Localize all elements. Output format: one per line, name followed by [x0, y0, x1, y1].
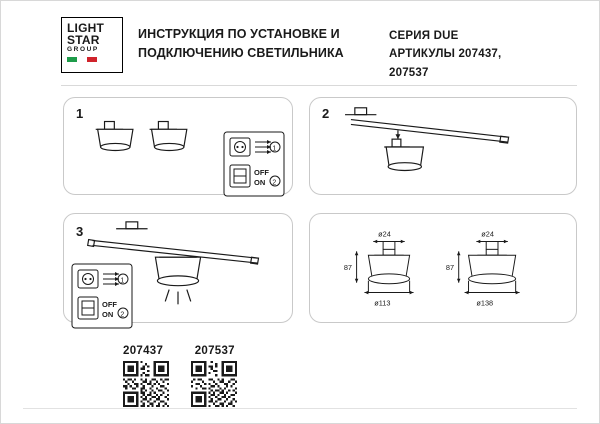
series-name: СЕРИЯ DUE	[389, 30, 459, 42]
header-divider	[61, 85, 577, 86]
step-1-switch-legend	[223, 131, 285, 197]
page-title-line-1: ИНСТРУКЦИЯ ПО УСТАНОВКЕ И	[138, 27, 340, 41]
qr-code-207437	[123, 361, 169, 407]
italian-flag-icon	[67, 57, 97, 62]
legend-socket-index: 1	[272, 145, 277, 153]
dimensions-drawing	[310, 214, 576, 322]
series-info	[389, 27, 579, 82]
article-code-1: 207437	[123, 345, 164, 357]
footer-divider	[23, 408, 577, 409]
logo-line-3: GROUP	[67, 46, 99, 54]
step-2-panel	[309, 97, 577, 195]
legend-on-label: ON	[102, 310, 114, 319]
right-top-diameter-label: ø24	[481, 229, 494, 239]
step-3-switch-legend	[71, 263, 133, 329]
page-title-line-2: ПОДКЛЮЧЕНИЮ СВЕТИЛЬНИКА	[138, 46, 344, 61]
step-2-drawing	[310, 98, 576, 194]
legend-on-label: ON	[254, 178, 266, 187]
logo-line-1: LIGHT	[67, 21, 104, 35]
logo-line-2: STAR	[67, 33, 100, 48]
step-2-number: 2	[322, 106, 330, 121]
left-top-diameter-label: ø24	[378, 229, 391, 239]
article-line-2: 207537	[389, 66, 429, 79]
legend-switch-index: 2	[272, 179, 277, 187]
dimensions-panel	[309, 213, 577, 323]
article-line-1: АРТИКУЛЫ 207437,	[389, 48, 502, 61]
qr-code-207537	[191, 361, 237, 407]
brand-logo	[61, 17, 123, 73]
article-codes	[123, 345, 235, 357]
legend-switch-index: 2	[120, 311, 125, 319]
right-bottom-diameter-label: ø138	[476, 298, 494, 308]
legend-off-label: OFF	[254, 168, 269, 177]
legend-off-label: OFF	[102, 300, 117, 309]
left-height-label: 87	[343, 262, 353, 272]
article-code-2: 207537	[194, 345, 235, 357]
left-bottom-diameter-label: ø113	[374, 298, 391, 308]
right-height-label: 87	[445, 262, 455, 272]
step-3-number: 3	[76, 224, 84, 239]
page-title	[138, 25, 373, 64]
legend-socket-index: 1	[120, 277, 125, 285]
step-1-number: 1	[76, 106, 84, 121]
